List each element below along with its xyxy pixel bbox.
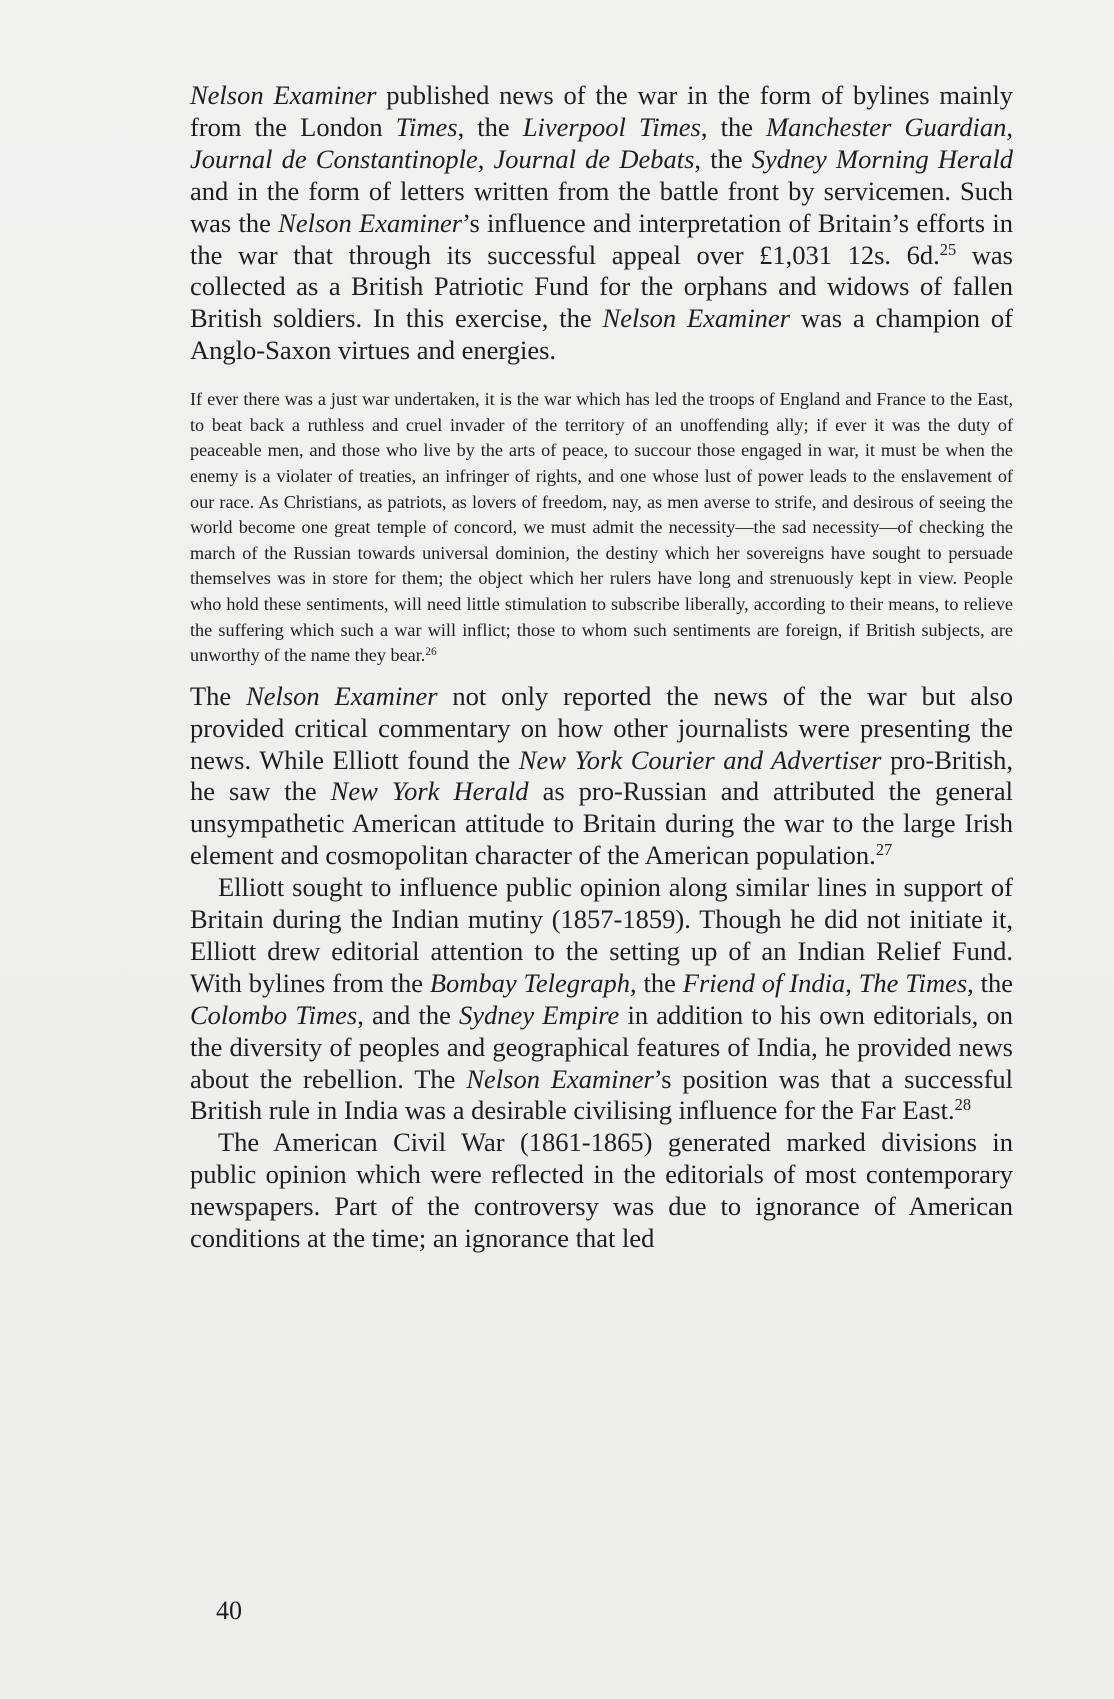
text-run: , (845, 967, 859, 998)
text-run: , the (630, 967, 683, 998)
text-run: was a champion of Anglo-Saxon virtues and energies. (190, 303, 1013, 366)
text-run: , the (457, 111, 523, 142)
quote-text: If ever there was a just war undertaken, it is the war which has led the troops of England and France to the East, to beat back a ruthless and cruel invader of the territory of an unoffending ally; if ever it was the duty of peaceable men, and those who live by the arts of peace, to succour those engaged in war, it must be when the enemy is a violater of treaties, an infringer of rights, and one whose lust of power leads to the enslavement of our race. As Christians, as patriots, as lovers of freedom, nay, as men averse to strife, and desirous of seeing the world become one great temple of concord, we must admit the necessity—the sad necessity—of checking the march of the Russian towards universal dominion, the destiny which her sovereigns have sought to persuade themselves was in store for them; the object which her rulers have long and strenuously kept in view. People who hold these sentiments, will need little stimulation to subscribe liberally, according to their means, to relieve the suffering which such a war will inflict; those to whom such sentiments are foreign, if British subjects, are unworthy of the name they bear. (190, 389, 1013, 666)
footnote-marker: 28 (954, 1095, 972, 1115)
text-run: was collected as a British Patriotic Fund for the orphans and widows of fallen British soldiers. In this exercise, the (190, 239, 1013, 334)
block-quote (190, 387, 1013, 669)
paragraph-2 (190, 681, 1013, 872)
italic-title: New York Herald (330, 776, 529, 807)
text-run: not only reported the news of the war but also provided critical commentary on how other journalists were presenting the news. While Elliott found the (190, 680, 1013, 775)
page-text (190, 80, 1013, 1255)
text-run: , the (700, 111, 767, 142)
footnote-marker: 26 (425, 645, 437, 658)
text-run: in addition to his own editorials, on the diversity of peoples and geographical features of India, he provided news about the rebellion. The (190, 999, 1013, 1094)
italic-title: Nelson Examiner (602, 303, 791, 334)
text-run: pro-British, he saw the (190, 744, 1014, 807)
italic-title: Nelson Examiner (246, 680, 438, 711)
text-run: as pro-Russian and attributed the general unsympathetic American attitude to Britain during the war to the large Irish element and cosmopolitan character of the American population. (190, 776, 1013, 871)
italic-title: Nelson Examiner (278, 207, 463, 238)
italic-title: Nelson Examiner (190, 80, 377, 110)
italic-title: Manchester Guardian, Journal de Constantinople, Journal de Debats (190, 111, 1014, 174)
footnote-marker: 25 (939, 239, 957, 259)
italic-title: The Times (858, 967, 968, 998)
text-run: The American Civil War (1861-1865) generated marked divisions in public opinion which were reflected in the editorials of most contemporary newspapers. Part of the controversy was due to ignorance of American conditions at the time; an ignorance that led (190, 1127, 1013, 1254)
text-run: , and the (357, 999, 460, 1030)
italic-title: Bombay Telegraph (429, 967, 631, 998)
text-run: , the (694, 143, 752, 174)
text-run: , the (967, 967, 1014, 998)
paragraph-1 (190, 80, 1013, 367)
italic-title: New York Courier and Advertiser (518, 744, 882, 775)
paragraph-4 (190, 1127, 1013, 1255)
text-run: ’s position was that a successful British rule in India was a desirable civilising influence for the Far East. (190, 1063, 1014, 1126)
italic-title: Nelson Examiner (466, 1063, 654, 1094)
page-number: 40 (216, 1596, 242, 1625)
italic-title: Times (395, 111, 458, 142)
text-run: and in the form of letters written from the battle front by servicemen. Such was the (190, 175, 1013, 238)
text-run: ’s influence and interpretation of Britain’s efforts in the war that through its successful appeal over £1,031 12s. 6d. (190, 207, 1013, 270)
italic-title: Friend of India (682, 967, 846, 998)
footnote-marker: 27 (875, 840, 893, 860)
paragraph-3 (190, 872, 1013, 1127)
text-run: Elliott sought to influence public opinion along similar lines in support of Britain during the Indian mutiny (1857-1859). Though he did not initiate it, Elliott drew editorial attention to the setting up of an Indian Relief Fund. With bylines from the (190, 872, 1013, 998)
italic-title: Sydney Morning Herald (751, 143, 1013, 174)
text-run: published news of the war in the form of bylines mainly from the London (190, 80, 1013, 142)
text-run: The (190, 680, 247, 711)
italic-title: Sydney Empire (459, 999, 620, 1030)
italic-title: Liverpool Times (522, 111, 701, 142)
italic-title: Colombo Times (190, 999, 358, 1030)
